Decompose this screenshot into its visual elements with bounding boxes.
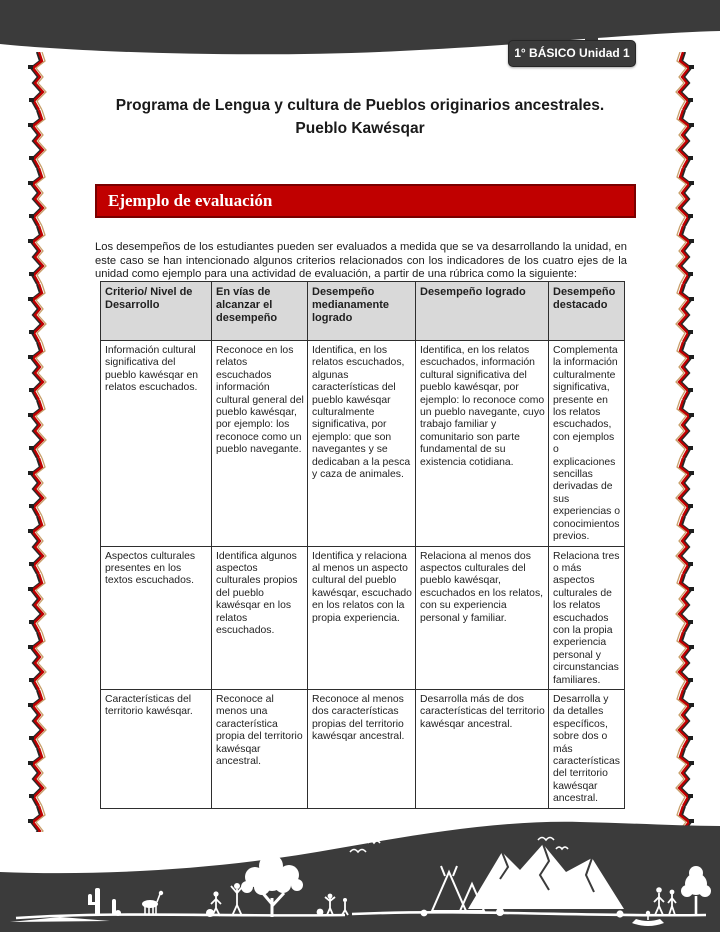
rubric-cell: Identifica, en los relatos escuchados, información cultural significativa del pueblo kawésqar, por ejemplo: lo reconoce como un pueblo navegante, cuyo trabajo familiar y comunitario son parte fundamental de su existencia cotidiana. xyxy=(416,341,549,547)
rubric-header-cell: Desempeño logrado xyxy=(416,282,549,341)
page-title-line2: Pueblo Kawésqar xyxy=(295,120,425,137)
rubric-cell: Reconoce en los relatos escuchados información cultural general del pueblo kawésqar, por ejemplo: los reconoce como un pueblo navegante. xyxy=(212,341,308,547)
rubric-header-cell: Desempeño medianamente logrado xyxy=(308,282,416,341)
rubric-cell: Complementa la información culturalmente significativa, presente en los relatos escuchados, con ejemplos o explicaciones sencillas derivadas de sus experiencias o conocimientos previos. xyxy=(549,341,625,547)
rubric-row xyxy=(101,341,625,547)
section-banner: Ejemplo de evaluación xyxy=(95,184,636,218)
rubric-row xyxy=(101,689,625,808)
rubric-cell: Reconoce al menos una característica propia del territorio kawésqar ancestral. xyxy=(212,689,308,808)
rubric-header-cell: Desempeño destacado xyxy=(549,282,625,341)
rubric-cell: Relaciona al menos dos aspectos culturales del pueblo kawésqar, escuchados en los relatos, con su experiencia personal y familiar. xyxy=(416,546,549,689)
rubric-row xyxy=(101,546,625,689)
unit-badge: 1° BÁSICO Unidad 1 xyxy=(508,40,636,67)
rubric-cell: Identifica y relaciona al menos un aspecto cultural del pueblo kawésqar, escuchado en los relatos con la propia experiencia. xyxy=(308,546,416,689)
zigzag-border-right xyxy=(670,52,696,832)
rubric-cell: Características del territorio kawésqar. xyxy=(101,689,212,808)
rubric-cell: Reconoce al menos dos características propias del territorio kawésqar ancestral. xyxy=(308,689,416,808)
rubric-cell: Relaciona tres o más aspectos culturales de los relatos escuchados con la propia experiencia personal y circunstancias familiares. xyxy=(549,546,625,689)
rubric-cell: Desarrolla y da detalles específicos, sobre dos o más características del territorio kawésqar ancestral. xyxy=(549,689,625,808)
rubric-cell: Identifica algunos aspectos culturales propios del pueblo kawésqar en los relatos escuchados. xyxy=(212,546,308,689)
page-title-line1: Programa de Lengua y cultura de Pueblos originarios ancestrales. xyxy=(115,97,605,114)
rubric-header-cell: Criterio/ Nivel de Desarrollo xyxy=(101,282,212,341)
landscape-silhouette xyxy=(0,814,720,932)
rubric-cell: Aspectos culturales presentes en los textos escuchados. xyxy=(101,546,212,689)
rubric-header-cell: En vías de alcanzar el desempeño xyxy=(212,282,308,341)
rubric-cell: Desarrolla más de dos características del territorio kawésqar ancestral. xyxy=(416,689,549,808)
rubric-table xyxy=(100,281,625,809)
intro-paragraph: Los desempeños de los estudiantes pueden ser evaluados a medida que se va desarrollando la unidad, en este caso se han intencionado algunos criterios relacionados con los indicadores de los cuatro ejes de la unidad como ejemplo para una actividad de evaluación, a partir de una rúbrica como la siguiente: xyxy=(95,241,627,281)
rubric-cell: Información cultural significativa del pueblo kawésqar en relatos escuchados. xyxy=(101,341,212,547)
zigzag-border-left xyxy=(26,52,52,832)
rubric-header-row xyxy=(101,282,625,341)
rubric-table-container xyxy=(100,281,624,809)
page-title xyxy=(88,94,632,140)
rubric-cell: Identifica, en los relatos escuchados, algunas características del pueblo kawésqar culturalmente significativa, por ejemplo: que son navegantes y se dedicaban a la pesca y caza de animales. xyxy=(308,341,416,547)
